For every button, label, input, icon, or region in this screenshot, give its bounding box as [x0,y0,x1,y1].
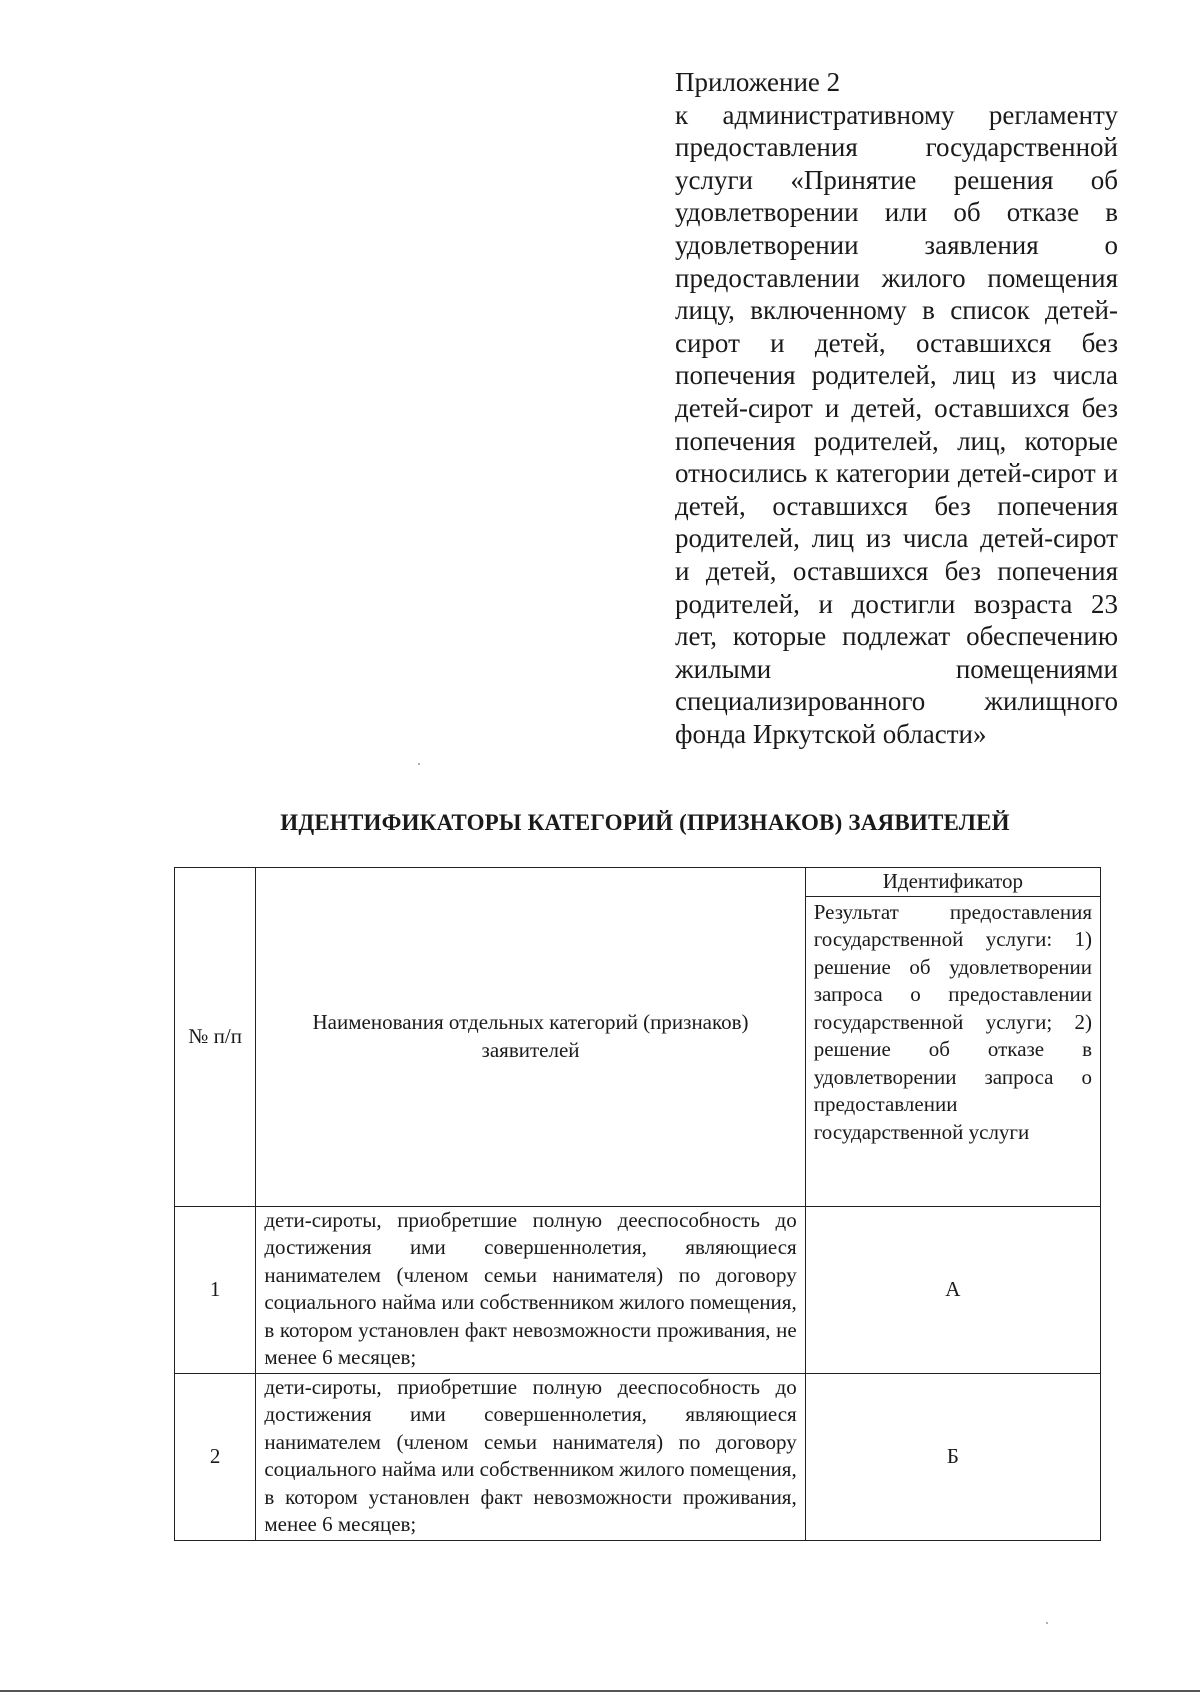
table-row [175,1373,1101,1540]
table-header-row [175,868,1101,897]
header-name-cell: Наименования отдельных категорий (признаков) заявителей [256,868,805,1207]
row-num-cell: 1 [175,1206,256,1373]
row-identifier-cell: А [805,1206,1100,1373]
appendix-text: к административному регламенту предоставления государственной услуги «Принятие решения об удовлетворении или об отказе в удовлетворении заявления о предоставлении жилого помещения лицу, включенному в список детей-сирот и детей, оставшихся без попечения родителей, лиц из числа детей-сирот и детей, оставшихся без попечения родителей, лиц, которые относились к категории детей-сирот и детей, оставшихся без попечения родителей, лиц из числа детей-сирот и детей, оставшихся без попечения родителей, и достигли возраста 23 лет, которые подлежат обеспечению жилыми помещениями специализированного жилищного фонда Иркутской области» [675,99,1118,749]
identifiers-table [174,867,1101,1541]
appendix-block [675,66,1118,750]
header-num-cell: № п/п [175,868,256,1207]
header-result-cell: Результат предоставления государственной услуги: 1) решение об удовлетворении запроса о предоставлении государственной услуги; 2) решение об отказе в удовлетворении запроса о предоставлении государственной услуги [805,896,1100,1206]
scan-speck [418,763,420,765]
scan-speck [1046,1622,1048,1624]
appendix-title: Приложение 2 [675,67,841,97]
row-num-cell: 2 [175,1373,256,1540]
header-identifier-cell: Идентификатор [805,868,1100,897]
document-heading: ИДЕНТИФИКАТОРЫ КАТЕГОРИЙ (ПРИЗНАКОВ) ЗАЯВИТЕЛЕЙ [280,810,1010,835]
table-row [175,1206,1101,1373]
scan-edge-line [0,1690,1200,1692]
row-identifier-cell: Б [805,1373,1100,1540]
row-description-cell: дети-сироты, приобретшие полную дееспособность до достижения ими совершеннолетия, являющиеся нанимателем (членом семьи нанимателя) по договору социального найма или собственником жилого помещения, в котором установлен факт невозможности проживания, не менее 6 месяцев; [256,1206,805,1373]
row-description-cell: дети-сироты, приобретшие полную дееспособность до достижения ими совершеннолетия, являющиеся нанимателем (членом семьи нанимателя) по договору социального найма или собственником жилого помещения, в котором установлен факт невозможности проживания, менее 6 месяцев; [256,1373,805,1540]
